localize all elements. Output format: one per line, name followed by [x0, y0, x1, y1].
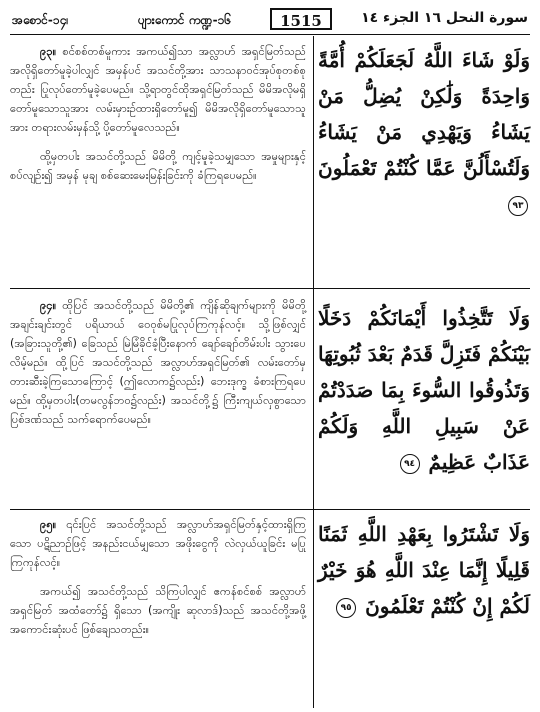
chapter-label: ပျားကောင် ကဏ္ဍ-၁၆ — [138, 13, 232, 27]
verse-93-paragraph — [10, 42, 306, 137]
verse-text: ၎င်းပြင် အသင်တို့သည် အလ္လာဟ်အရှင်မြတ်နှင့်ထားရှိကြသော ပဋိညာဉ်ဖြင့် အနည်းငယ်မျှသော အဖိုးငွေကို လဲလှယ်ယူခြင်း မပြုကြကုန်လင့်။ — [10, 518, 307, 569]
page-header — [12, 6, 528, 34]
volume-label: အစောင်-၁၄၊ — [12, 13, 69, 27]
verse-93-translation — [10, 42, 306, 185]
verse-number: ၉၄။ — [40, 299, 57, 312]
verse-number-medallion: ٩٣ — [508, 196, 528, 216]
verse-93-arabic — [318, 42, 530, 222]
verse-94-paragraph — [10, 296, 306, 429]
header-divider — [10, 34, 530, 35]
verse-number-medallion: ٩٥ — [336, 598, 356, 618]
arabic-text: وَلَوْ شَاءَ اللَّهُ لَجَعَلَكُمْ أُمَّةً وَاحِدَةً وَلَٰكِنْ يُضِلُّ مَنْ يَشَاءُ وَيَهْدِي مَنْ يَشَاءُ وَلَتُسْأَلُنَّ عَمَّا كُنْتُمْ تَعْمَلُونَ — [318, 48, 530, 180]
verse-95-arabic — [318, 516, 530, 624]
verse-95-translation — [10, 515, 306, 639]
verse-94-arabic — [318, 300, 530, 480]
surah-label: سورة النحل ١٦ الجزء ١٤ — [361, 10, 528, 26]
page-number: 1515 — [270, 8, 332, 30]
arabic-text: وَلَا تَشْتَرُوا بِعَهْدِ اللَّهِ ثَمَنًا قَلِيلًا إِنَّمَا عِنْدَ اللَّهِ هُوَ خَيْرٌ لَكُمْ إِنْ كُنْتُمْ تَعْلَمُونَ — [318, 522, 530, 618]
column-divider — [313, 36, 314, 708]
verse-94-translation — [10, 296, 306, 429]
verse-93-paragraph-2: ထို့မှတပါး အသင်တို့သည် မိမိတို့ ကျင့်မူခဲ့သမျှသော အမှုများနှင့် စပ်လျဉ်း၍ အမှန် မုချ စစ်ဆေးမေးမြန်းခြင်းကို ခံကြရပေမည်။ — [10, 150, 306, 182]
verse-divider — [10, 288, 530, 289]
verse-number: ၉၃။ — [40, 45, 57, 58]
verse-95-paragraph — [10, 515, 306, 572]
verse-text: ထိုပြင် အသင်တို့သည် မိမိတို့၏ ကျိန်ဆိုချက်များကို မိမိတို့အချင်းချင်းတွင် ပရိယာယ် ဝေဝုစ်မပြုလုပ်ကြကုန်လင့်။ သို့ဖြစ်လျှင် (အခြားသူတို့၏) ခြေသည် မြဲမြံခိုင်ခံ့ပြီးနောက် ချော်ချော်တိမ်းပါး သွားပေလိမ့်မည်။ ထို့ပြင် အသင်တို့သည် အလ္လာဟ်အရှင်မြတ်၏ လမ်းတော်မှ တားဆီးခဲ့ကြသောကြောင့် (ဤလောက၌လည်း) ဘေးဒုက္ခ ခံစားကြရပေမည်။ ထို့မှတပါး(တမလွန်ဘဝ၌လည်း) အသင်တို့၌ ကြီးကျယ်လှစွာသောပြစ်ဒဏ်သည် သက်ရောက်ပေမည်။ — [10, 299, 306, 426]
verse-number: ၉၅။ — [40, 518, 57, 531]
verse-divider — [10, 509, 530, 510]
verse-number-medallion: ٩٤ — [400, 454, 420, 474]
arabic-text: وَلَا تَتَّخِذُوا أَيْمَانَكُمْ دَخَلًا بَيْنَكُمْ فَتَزِلَّ قَدَمٌ بَعْدَ ثُبُوتِهَا وَتَذُوقُوا السُّوءَ بِمَا صَدَدْتُمْ عَنْ سَبِيلِ اللَّهِ وَلَكُمْ عَذَابٌ عَظِيمٌ — [318, 306, 530, 474]
verse-text: စင်စစ်တစ်မူကား အကယ်၍သာ အလ္လာဟ် အရှင်မြတ်သည် အလိုရှိတော်မူခဲ့ပါလျှင် အမှန်ပင် အသင်တို့အား သာသနာဝင်အုပ်စုတစ်စုတည်း ပြုလုပ်တော်မူခဲ့ပေမည်။ သို့ရာတွင်ထိုအရှင်မြတ်သည် မိမိအလိုမရှိတော်မူသောသူအား လမ်းမှားဥ်ထားရှိတော်မူ၍ မိမိအလိုရှိတော်မူသောသူအား တရားလမ်းမှန်သို့ ပို့တော်မူလေသည်။ — [10, 45, 306, 134]
verse-95-paragraph-2: အကယ်၍ အသင်တို့သည် သိကြပါလျှင် ဧကန်စင်စစ် အလ္လာဟ်အရှင်မြတ် အထံတော်၌ ရှိသော (အကျိုး ဆုလာဒ်)သည် အသင်တို့အဖို့ အကောင်းဆုံးပင် ဖြစ်ချေသတည်း။ — [10, 585, 306, 636]
